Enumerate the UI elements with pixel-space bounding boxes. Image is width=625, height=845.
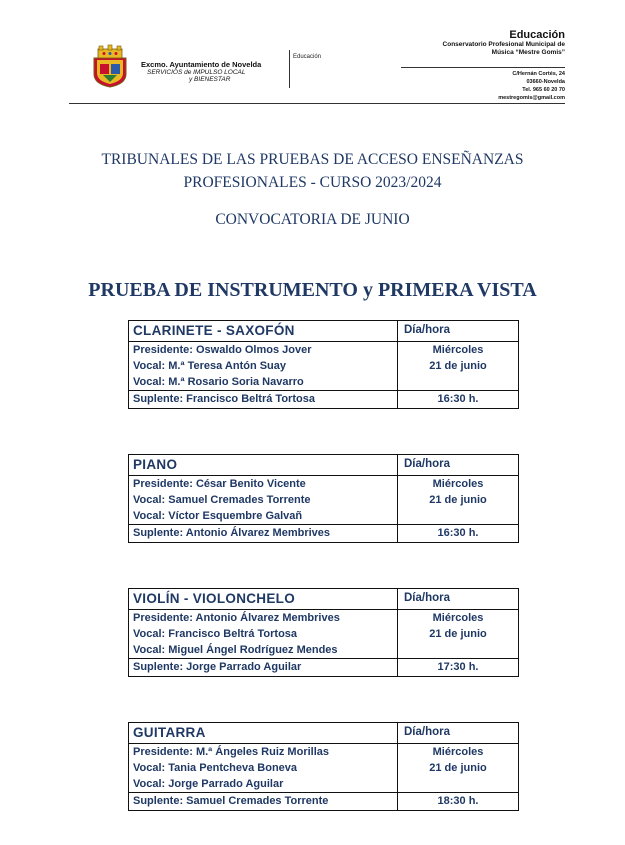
vocal: Vocal: Samuel Cremades Torrente	[129, 492, 398, 508]
suplente: Suplente: Francisco Beltrá Tortosa	[129, 391, 398, 408]
address-email: mestregomis@gmail.com	[498, 95, 565, 101]
department-label-small: Educación	[293, 54, 322, 60]
tribunal-header-row	[129, 589, 518, 610]
address-phone: Tel. 965 60 20 70	[522, 87, 565, 93]
member-row	[129, 626, 518, 642]
suplente-row	[129, 792, 518, 810]
empty-cell	[398, 776, 518, 792]
municipality-block	[141, 60, 291, 83]
date: 21 de junio	[429, 360, 487, 372]
address-street: C/Hernán Cortés, 24	[512, 71, 565, 77]
presidente: Presidente: Antonio Álvarez Membrives	[129, 610, 398, 626]
dia-hora-label: Día/hora	[404, 592, 451, 604]
time: 17:30 h.	[437, 661, 479, 673]
suplente: Suplente: Samuel Cremades Torrente	[129, 793, 398, 810]
vocal: Vocal: M.ª Rosario Soria Navarro	[129, 374, 398, 390]
document-title-line1: TRIBUNALES DE LAS PRUEBAS DE ACCESO ENSEÑANZAS	[101, 151, 524, 168]
vocal: Vocal: Jorge Parrado Aguilar	[129, 776, 398, 792]
member-row	[129, 358, 518, 374]
tribunal-name: VIOLÍN - VIOLONCHELO	[129, 589, 398, 609]
member-row	[129, 508, 518, 524]
time: 18:30 h.	[437, 795, 479, 807]
municipality-name: Excmo. Ayuntamiento de Novelda	[141, 60, 262, 69]
convocatoria-title: CONVOCATORIA DE JUNIO	[215, 211, 410, 228]
member-row	[129, 492, 518, 508]
day: Miércoles	[432, 344, 484, 356]
tribunal-table-guitarra	[128, 722, 519, 811]
presidente: Presidente: Oswaldo Olmos Jover	[129, 342, 398, 358]
member-row	[129, 760, 518, 776]
municipality-service-line1: SERVICIOS de IMPULSO LOCAL	[147, 69, 246, 76]
vocal: Vocal: Miguel Ángel Rodríguez Mendes	[129, 642, 398, 658]
member-row	[129, 476, 518, 492]
department-title: Educación	[509, 29, 565, 41]
vocal: Vocal: M.ª Teresa Antón Suay	[129, 358, 398, 374]
conservatory-name-line1: Conservatorio Profesional Municipal de	[442, 41, 565, 48]
suplente: Suplente: Jorge Parrado Aguilar	[129, 659, 398, 676]
tribunal-table-clarinete	[128, 320, 519, 409]
tribunal-name: GUITARRA	[129, 723, 398, 743]
prueba-title: PRUEBA DE INSTRUMENTO y PRIMERA VISTA	[88, 279, 537, 301]
member-row	[129, 610, 518, 626]
coat-of-arms-logo	[88, 44, 132, 88]
presidente: Presidente: M.ª Ángeles Ruiz Morillas	[129, 744, 398, 760]
header-divider-horizontal	[69, 103, 565, 104]
document-title-line2: PROFESIONALES - CURSO 2023/2024	[183, 174, 442, 191]
date: 21 de junio	[429, 628, 487, 640]
day: Miércoles	[432, 612, 484, 624]
suplente-row	[129, 390, 518, 408]
member-row	[129, 642, 518, 658]
tribunal-name: CLARINETE - SAXOFÓN	[129, 321, 398, 341]
municipality-service-line2: y BIENESTAR	[189, 76, 231, 83]
presidente: Presidente: César Benito Vicente	[129, 476, 398, 492]
time: 16:30 h.	[437, 393, 479, 405]
dia-hora-label: Día/hora	[404, 324, 451, 336]
tribunal-header-row	[129, 455, 518, 476]
day: Miércoles	[432, 746, 484, 758]
member-row	[129, 744, 518, 760]
member-row	[129, 342, 518, 358]
tribunal-header-row	[129, 321, 518, 342]
day: Miércoles	[432, 478, 484, 490]
conservatory-name-line2: Música “Mestre Gomis”	[491, 49, 565, 56]
suplente: Suplente: Antonio Álvarez Membrives	[129, 525, 398, 542]
vocal: Vocal: Francisco Beltrá Tortosa	[129, 626, 398, 642]
member-row	[129, 776, 518, 792]
tribunal-table-violin	[128, 588, 519, 677]
empty-cell	[398, 642, 518, 658]
time: 16:30 h.	[437, 527, 479, 539]
empty-cell	[398, 374, 518, 390]
date: 21 de junio	[429, 494, 487, 506]
suplente-row	[129, 524, 518, 542]
member-row	[129, 374, 518, 390]
empty-cell	[398, 508, 518, 524]
header-divider-right	[401, 67, 565, 68]
header-divider-vertical	[289, 50, 290, 88]
dia-hora-label: Día/hora	[404, 726, 451, 738]
tribunal-table-piano	[128, 454, 519, 543]
vocal: Vocal: Tania Pentcheva Boneva	[129, 760, 398, 776]
tribunal-header-row	[129, 723, 518, 744]
date: 21 de junio	[429, 762, 487, 774]
suplente-row	[129, 658, 518, 676]
vocal: Vocal: Víctor Esquembre Galvañ	[129, 508, 398, 524]
address-block	[498, 70, 565, 102]
tribunal-name: PIANO	[129, 455, 398, 475]
dia-hora-label: Día/hora	[404, 458, 451, 470]
address-postal: 03660-Novelda	[526, 79, 565, 85]
conservatory-block	[385, 29, 565, 57]
